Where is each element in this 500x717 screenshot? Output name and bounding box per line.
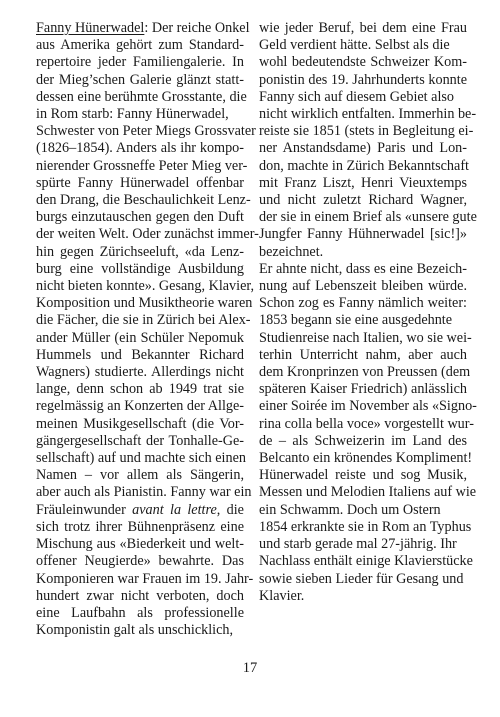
text-span: de – als Schweizerin im Land des [259, 432, 467, 449]
text-span: späteren Kaiser Friedrich) anlässlich [259, 381, 467, 398]
text-line [259, 518, 472, 536]
text-line [36, 553, 244, 570]
text-span: sich trotz ihrer Bühnenpräsenz eine [36, 518, 244, 535]
text-line [259, 54, 467, 71]
text-span: nicht wirklich entfalten. Immerhin be- [259, 106, 477, 123]
text-line [259, 89, 467, 106]
text-line [259, 347, 467, 364]
text-span: meinen Musikgesellschaft (die Vor- [36, 415, 244, 432]
text-span: hin gegen Zürichseeluft, «da Lenz- [36, 243, 244, 260]
text-line [259, 192, 467, 209]
text-span: terhin Unterricht nahm, aber auch [259, 346, 467, 363]
text-line [259, 502, 467, 519]
text-line [36, 519, 244, 536]
text-line [259, 20, 467, 37]
underlined-name: Fanny Hünerwadel [36, 20, 145, 36]
text-span: Hünerwadel reiste und sog Musik, [259, 467, 467, 484]
text-span: Klavier. [259, 587, 305, 604]
text-span: ander Müller (ein Schüler Nepomuk [36, 329, 244, 346]
text-line [36, 502, 244, 519]
text-span: regelmässig an Konzerten der Allge- [36, 398, 245, 415]
text-span: hundert zwar nicht verboten, doch [36, 587, 244, 604]
text-span: Komponistin galt als unschicklich, [36, 622, 234, 639]
text-span: Schwester von Peter Miegs Grossvater [36, 123, 256, 140]
text-span: einer Soirée im November als «Signo- [259, 398, 477, 415]
text-span: den Drang, die Beschaulichkeit Lenz- [36, 192, 251, 209]
text-line [259, 226, 467, 243]
text-line [36, 398, 244, 415]
text-column-left [36, 20, 259, 639]
text-line [259, 278, 467, 295]
text-span: Belcanto ein krönendes Kompliment! [259, 450, 473, 467]
text-line [36, 88, 247, 106]
text-line [259, 381, 467, 398]
text-span: bezeichnet. [259, 243, 324, 260]
text-line [36, 295, 253, 312]
text-line [36, 330, 244, 347]
text-span: Er ahnte nicht, dass es eine Bezeich- [259, 260, 467, 277]
text-line [259, 312, 467, 329]
text-span: nierender Grossneffe Peter Mieg ver- [36, 157, 248, 174]
text-line [259, 140, 467, 157]
text-line [259, 106, 477, 123]
text-line [36, 244, 244, 261]
text-span: don, machte in Zürich Bekanntschaft [259, 157, 469, 174]
text-span: burg eine vollständige Ausbildung [36, 260, 244, 277]
page-number: 17 [242, 660, 258, 676]
text-line [259, 536, 467, 553]
text-line [36, 450, 244, 467]
text-span: rina colla bella voce» vorgestellt wur- [259, 415, 474, 432]
text-span: sellschaft) auf und machte sich einen [36, 450, 246, 467]
text-span: 1854 erkrankte sie in Rom an Typhus [259, 518, 472, 535]
text-span: und nicht zuletzt Richard Wagner, [259, 192, 467, 209]
text-line [36, 312, 251, 329]
text-span: aber auch als Pianistin. Fanny war ein [36, 484, 252, 501]
text-line [36, 72, 244, 89]
text-span: Studienreise nach Italien, wo sie wei- [259, 329, 472, 346]
text-line [36, 157, 248, 175]
text-span: spürte Fanny Hünerwadel offenbar [36, 174, 244, 191]
text-span: Geld verdient hätte. Selbst als die [259, 37, 450, 54]
text-span: burgs einzutauschen gegen den Duft [36, 209, 244, 226]
text-line [259, 588, 467, 605]
text-line [259, 37, 467, 54]
text-span: der sie in einem Brief als «unsere gute [259, 209, 477, 226]
text-line [36, 54, 244, 71]
text-span: aus Amerika gehört zum Standard- [36, 37, 244, 54]
text-line [36, 433, 244, 450]
text-span: 1853 begann sie eine ausgedehnte [259, 312, 453, 329]
text-line [36, 347, 244, 364]
text-span: sowie sieben Lieder für Gesang und [259, 570, 464, 587]
text-span: eine Laufbahn als professionelle [36, 604, 244, 621]
text-line [36, 467, 244, 484]
text-span: und starb gerade mal 27-jährig. Ihr [259, 536, 457, 553]
text-line [36, 106, 244, 123]
text-line [259, 415, 474, 433]
text-line [259, 329, 472, 347]
text-line [36, 278, 255, 295]
text-span: repertoire jeder Familiengalerie. In [36, 54, 244, 71]
text-line [36, 536, 244, 553]
text-span: wie jeder Beruf, bei dem eine Frau [259, 20, 467, 36]
text-line [259, 261, 467, 278]
text-span: der weiten Welt. Oder zunächst immer- [36, 226, 259, 243]
text-span: Wagners) studierte. Allerdings nicht [36, 364, 244, 381]
text-span: nicht bieten konnte». Gesang, Klavier, [36, 278, 255, 295]
text-span: ponistin des 19. Jahrhunderts konnte [259, 71, 467, 88]
text-line [259, 450, 473, 467]
text-line [36, 140, 244, 157]
text-line [36, 364, 244, 381]
text-span: Schon zog es Fanny nämlich weiter: [259, 295, 467, 312]
text-line [259, 209, 477, 226]
text-span: Fräuleinwunder [36, 501, 133, 518]
text-line [36, 261, 244, 278]
text-line [36, 622, 244, 639]
italic-phrase: avant la lettre [132, 501, 217, 518]
text-span: (1826–1854). Anders als ihr kompo- [36, 140, 244, 157]
text-span: dem Kronprinzen von Preussen (dem [259, 364, 471, 381]
text-span: nung auf Lebenszeit bleiben würde. [259, 278, 467, 295]
text-span: die Fächer, die sie in Zürich bei Alex- [36, 312, 251, 329]
text-line [36, 570, 254, 588]
text-line [36, 381, 244, 398]
text-line [36, 605, 244, 622]
text-span: Komposition und Musiktheorie waren [36, 295, 253, 312]
text-line [259, 175, 467, 192]
text-line [36, 484, 252, 501]
text-span: ner Anstandsdame) Paris und Lon- [259, 140, 467, 157]
text-span: , die [216, 501, 244, 518]
text-line [259, 571, 467, 588]
text-span: ein Schwamm. Doch um Ostern [259, 501, 441, 518]
text-span: Komponieren war Frauen im 19. Jahr- [36, 570, 254, 587]
text-span: der Mieg’schen Galerie glänzt statt- [36, 71, 244, 88]
text-line [259, 484, 477, 501]
text-span: Namen – vor allem als Sängerin, [36, 467, 244, 484]
text-span: offener Neugierde» bewahrte. Das [36, 553, 244, 570]
text-line [259, 72, 467, 89]
text-line [259, 364, 471, 381]
text-span: gängergesellschaft der Tonhalle-Ge- [36, 432, 244, 449]
text-line [259, 244, 467, 261]
text-span: mit Franz Liszt, Henri Vieuxtemps [259, 174, 467, 191]
text-line [36, 588, 244, 605]
text-line [36, 416, 244, 433]
text-line [259, 433, 467, 450]
text-span: Jungfer Fanny Hühnerwadel [sic!]» [259, 226, 467, 243]
text-line [36, 209, 244, 226]
text-line [259, 398, 477, 415]
text-column-right [259, 20, 477, 605]
text-line [259, 295, 467, 312]
text-span: Mischung aus «Biederkeit und welt- [36, 536, 244, 553]
text-span: wohl bedeutendste Schweizer Kom- [259, 54, 467, 71]
text-line [259, 467, 467, 484]
text-line [259, 553, 473, 570]
text-span: Fanny sich auf diesem Gebiet also [259, 88, 455, 105]
text-span: Hummels und Bekannter Richard [36, 346, 244, 363]
text-line [36, 37, 244, 54]
text-line [36, 20, 250, 37]
text-span: reiste sie 1851 (stets in Begleitung ei- [259, 123, 474, 140]
text-span: in Rom starb: Fanny Hünerwadel, [36, 106, 229, 123]
text-line [259, 158, 467, 175]
text-span: dessen eine berühmte Grosstante, die [36, 88, 247, 105]
text-line [36, 226, 259, 243]
text-line [36, 175, 244, 192]
text-span: : Der reiche Onkel [144, 20, 250, 36]
text-line [36, 192, 251, 209]
text-line [36, 123, 256, 140]
text-line [259, 123, 474, 140]
text-span: lange, denn schon ab 1949 trat sie [36, 381, 244, 398]
text-span: Messen und Melodien Italiens auf wie [259, 484, 477, 501]
text-span: Nachlass enthält einige Klavierstücke [259, 553, 473, 570]
